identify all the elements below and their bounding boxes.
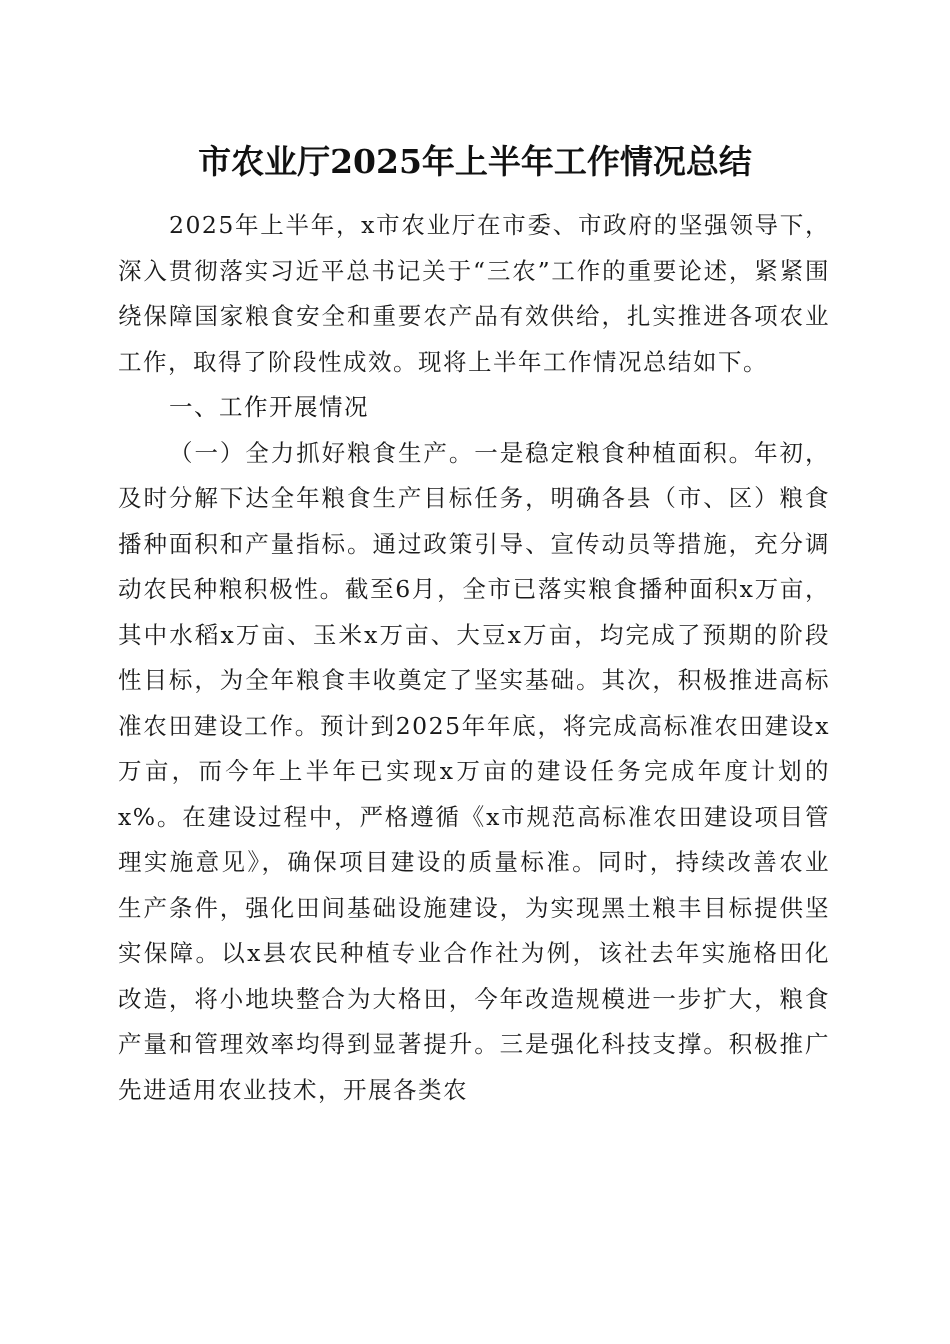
subsection-paragraph: [118, 431, 830, 1114]
subsection-body: 一是稳定粮食种植面积。年初，及时分解下达全年粮食生产目标任务，明确各县（市、区）粮食播种面积和产量指标。通过政策引导、宣传动员等措施，充分调动农民种粮积极性。截至6月，全市已落实粮食播种面积x万亩，其中水稻x万亩、玉米x万亩、大豆x万亩，均完成了预期的阶段性目标，为全年粮食丰收奠定了坚实基础。其次，积极推进高标准农田建设工作。预计到2025年年底，将完成高标准农田建设x万亩，而今年上半年已实现x万亩的建设任务完成年度计划的x%。在建设过程中，严格遵循《x市规范高标准农田建设项目管理实施意见》，确保项目建设的质量标准。同时，持续改善农业生产条件，强化田间基础设施建设，为实现黑土粮丰目标提供坚实保障。以x县农民种植专业合作社为例，该社去年实施格田化改造，将小地块整合为大格田，今年改造规模进一步扩大，粮食产量和管理效率均得到显著提升。三是强化科技支撑。积极推广先进适用农业技术，开展各类农: [118, 438, 831, 1104]
subsection-lead: （一）全力抓好粮食生产。: [169, 438, 475, 467]
intro-paragraph: 2025年上半年，x市农业厅在市委、市政府的坚强领导下，深入贯彻落实习近平总书记关于“三农”工作的重要论述，紧紧围绕保障国家粮食安全和重要农产品有效供给，扎实推进各项农业工作，取得了阶段性成效。现将上半年工作情况总结如下。: [118, 211, 830, 376]
section-heading: 一、工作开展情况: [169, 393, 369, 421]
document-body: [118, 203, 830, 1113]
document-title: 市农业厅2025年上半年工作情况总结: [198, 142, 752, 181]
